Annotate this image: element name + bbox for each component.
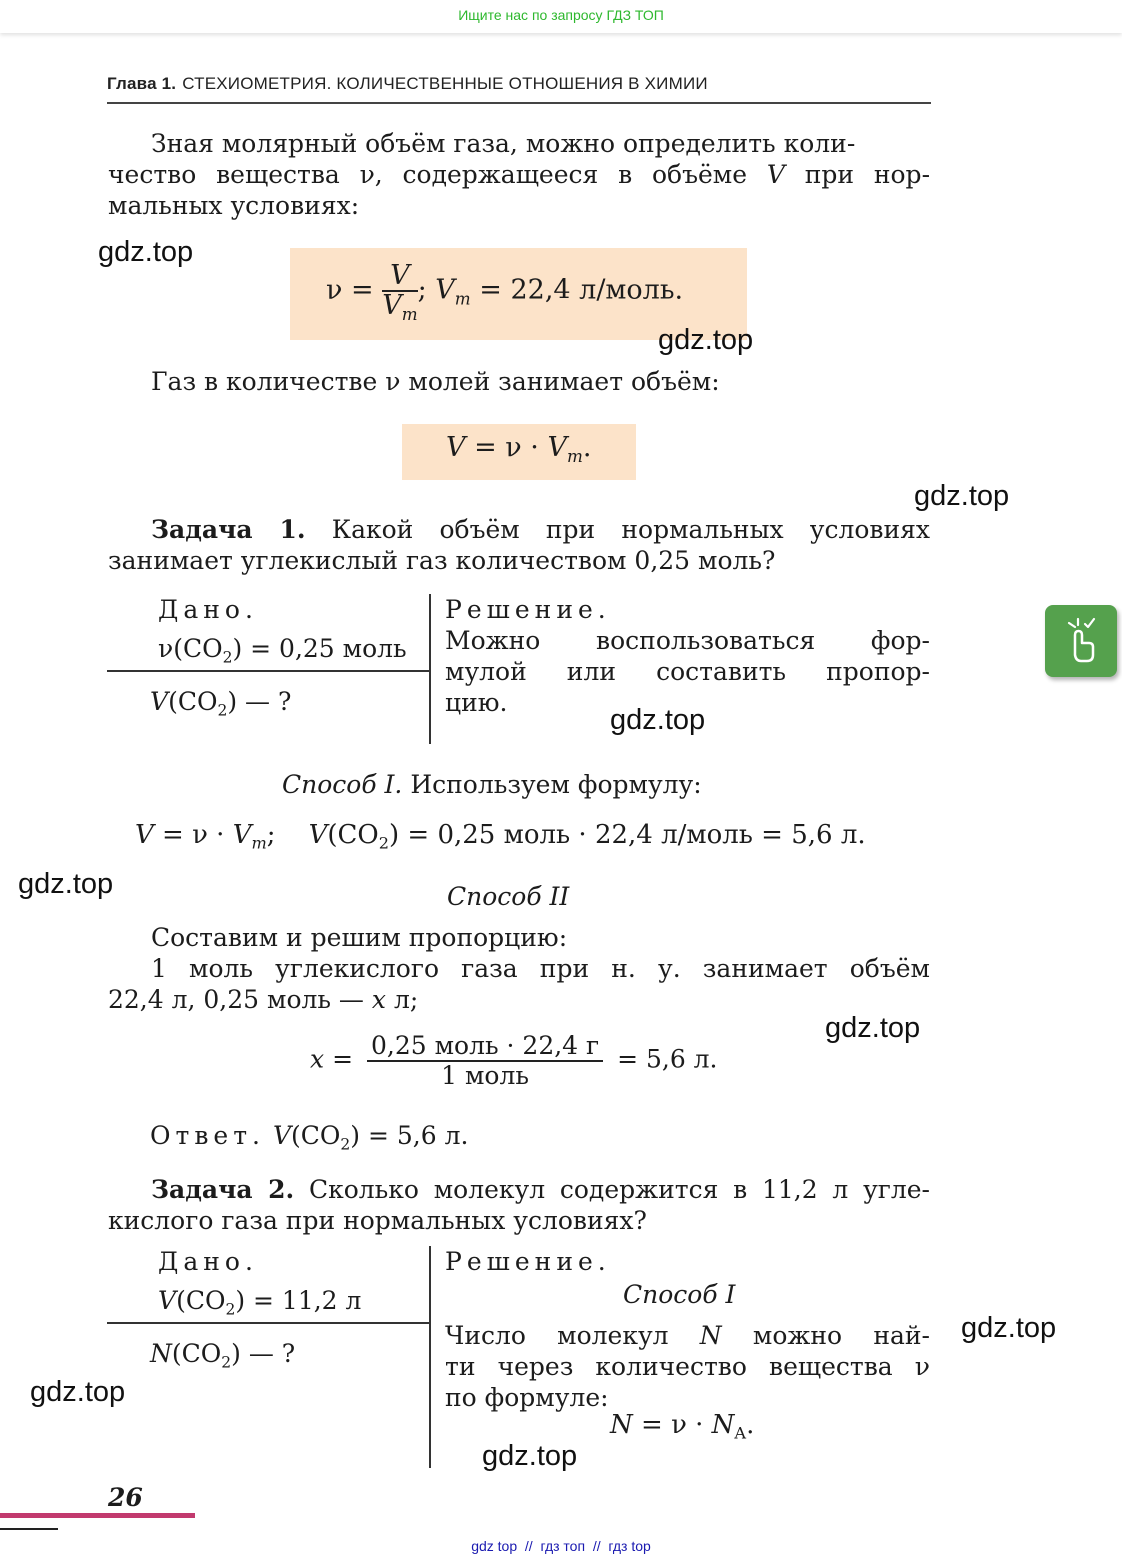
method-2-result: = 5,6 л.: [617, 1044, 718, 1074]
task-2-formula-na-sub: A: [734, 1423, 747, 1443]
task-2-method-title-text: Способ I: [623, 1280, 736, 1309]
formula2-vm-sub: m: [566, 445, 583, 466]
task-2-find-post: ) — ?: [231, 1339, 296, 1368]
chapter-title: СТЕХИОМЕТРИЯ. КОЛИЧЕСТВЕННЫЕ ОТНОШЕНИЯ В ХИМИИ: [182, 74, 708, 93]
footer-text[interactable]: gdz top // гдз топ // гдз top: [471, 1538, 651, 1554]
task-1-find: [150, 686, 292, 720]
task-1-solution-label: Решение.: [445, 595, 611, 624]
task-2-formula-var: N: [610, 1410, 633, 1440]
task-2-label: Задача 2.: [151, 1175, 295, 1204]
task-2-method-title: [623, 1279, 735, 1310]
method-1-formula-b-post: ) = 0,25 моль · 22,4 л/моль = 5,6 л.: [388, 820, 866, 850]
method-2-line-3-pre: 22,4 л, 0,25 моль —: [108, 985, 364, 1014]
task-2-given-sub: 2: [225, 1300, 236, 1319]
task-2-given-label: Дано.: [158, 1247, 258, 1276]
formula1-vm: V: [435, 274, 455, 306]
method-1-formula-b-var: V: [308, 820, 328, 850]
watermark: gdz.top: [825, 1012, 921, 1044]
method-2-denominator: 1 моль: [441, 1061, 529, 1090]
task-2-given-pre: (CO: [176, 1286, 226, 1315]
task-2-find-pre: (CO: [171, 1339, 222, 1368]
method-1-formula-a-end: ;: [266, 820, 276, 850]
method-2-text: [108, 922, 930, 1015]
page-decoration-black: [0, 1528, 58, 1530]
method-2-x-eq: =: [332, 1044, 354, 1074]
watermark: gdz.top: [30, 1376, 126, 1408]
formula2-eq: = ν ·: [474, 432, 548, 463]
answer-1-pre: (CO: [291, 1121, 341, 1150]
task-2-find-var: N: [150, 1339, 172, 1368]
task-1-label: Задача 1.: [151, 515, 306, 544]
task-2-hline: [107, 1322, 430, 1324]
intro-paragraph: [108, 128, 930, 221]
intro-var-v: V: [766, 160, 785, 189]
task-2-sol-line-1-post: можно най-: [752, 1321, 931, 1350]
formula2-end: .: [582, 432, 592, 463]
task-2-given-value: [158, 1285, 362, 1319]
method-2-line-1: Составим и решим пропорцию:: [151, 923, 568, 952]
tap-hint-button[interactable]: [1045, 605, 1117, 677]
answer-1-sub: 2: [340, 1135, 351, 1154]
task-1-given-pre: ν(CO: [158, 634, 223, 663]
method-1-title-rest: Используем формулу:: [410, 770, 702, 799]
task-1-sol-line-3: цию.: [445, 688, 508, 717]
answer-1-var: V: [272, 1121, 291, 1150]
page-number: 26: [108, 1483, 143, 1512]
task-1-find-var: V: [150, 687, 169, 716]
text-gas-volume: [108, 366, 930, 397]
task-2-solution-label: Решение.: [445, 1247, 611, 1276]
task-1-given-sub: 2: [222, 648, 233, 667]
formula-box-2: [402, 424, 636, 480]
task-2-vline: [429, 1246, 431, 1468]
method-2-title: [447, 881, 569, 912]
formula1-fraction: [382, 260, 418, 324]
top-banner: [0, 0, 1122, 33]
task-2-sol-line-2: ти через количество вещества ν: [445, 1352, 930, 1381]
task-1-vline: [429, 594, 431, 744]
intro-line-2: чество вещества ν, содержащееся в объёме: [108, 160, 748, 189]
task-1-find-pre: (CO: [168, 687, 218, 716]
method-1-formula: $V = \nu \cdot V_m$; $V(CO_2) = 0,25$ моль · 22,4 л/моль = 5,6 л.: [135, 820, 866, 853]
task-2-line-2: кислого газа при нормальных условиях?: [108, 1206, 647, 1235]
method-1-formula-b-sub: 2: [378, 833, 389, 853]
intro-line-1: Зная молярный объём газа, можно определить коли-: [151, 129, 856, 158]
method-2-line-3-var: x: [371, 985, 386, 1014]
task-2-given-var: V: [158, 1286, 177, 1315]
method-2-formula: [310, 1032, 718, 1090]
top-banner-text: Ищите нас по запросу ГДЗ ТОП: [458, 7, 664, 23]
method-2-title-text: Способ II: [447, 882, 570, 911]
method-2-line-3-end: л;: [393, 985, 419, 1014]
formula1-numerator: V: [390, 260, 410, 291]
method-2-line-2: 1 моль углекислого газа при н. у. занимает объём: [151, 954, 930, 983]
method-2-fraction: [367, 1032, 603, 1090]
task-2-formula: [610, 1410, 755, 1443]
watermark: gdz.top: [98, 236, 194, 268]
task-2-sol-line-3: по формуле:: [445, 1383, 609, 1412]
answer-1-post: ) = 5,6 л.: [350, 1121, 469, 1150]
intro-line-3: мальных условиях:: [108, 191, 360, 220]
task-2-formula-eq: = ν ·: [641, 1410, 712, 1440]
formula1-separator: ;: [417, 274, 427, 306]
task-1-find-post: ) — ?: [227, 687, 292, 716]
task-2-sol-line-1-pre: Число молекул: [445, 1321, 669, 1350]
task-2-find-sub: 2: [221, 1353, 232, 1372]
method-1-title-italic: Способ I.: [282, 770, 403, 799]
task-2-given-post: ) = 11,2 л: [235, 1286, 362, 1315]
task-2-statement: [108, 1174, 930, 1236]
chapter-header: [107, 74, 931, 104]
method-2-numerator: 0,25 моль · 22,4 г: [367, 1032, 603, 1062]
watermark: gdz.top: [961, 1312, 1057, 1344]
task-1-statement: [108, 514, 930, 576]
watermark: gdz.top: [18, 868, 114, 900]
text-gas-volume-line: Газ в количестве ν молей занимает объём:: [151, 367, 720, 396]
watermark: gdz.top: [914, 480, 1010, 512]
page-decoration-red: [0, 1513, 195, 1518]
task-1-find-sub: 2: [217, 701, 228, 720]
task-1-line-2: занимает углекислый газ количеством 0,25 моль?: [108, 546, 776, 575]
answer-1: [150, 1120, 469, 1154]
watermark: gdz.top: [610, 704, 706, 736]
task-2-formula-na: N: [711, 1410, 735, 1440]
task-2-sol-line-1-var: N: [699, 1321, 722, 1350]
task-1-sol-line-1: Можно воспользоваться фор-: [445, 626, 930, 655]
task-1-given-label: Дано.: [158, 595, 258, 624]
method-2-x-var: x: [310, 1044, 325, 1074]
method-1-formula-b-pre: (CO: [327, 820, 379, 850]
method-1-title: [282, 769, 702, 800]
footer-links: [0, 1538, 1122, 1554]
task-1-given-value: [158, 633, 407, 667]
watermark: gdz.top: [482, 1440, 578, 1472]
hand-pointer-icon: [1045, 605, 1117, 677]
watermark: gdz.top: [658, 324, 754, 356]
formula1-denominator: V: [382, 290, 402, 321]
formula2-vm: V: [547, 432, 567, 463]
chapter-number: Глава 1.: [107, 74, 177, 93]
task-2-find: [150, 1338, 296, 1372]
task-2-solution-text: [445, 1320, 930, 1413]
task-2-formula-end: .: [746, 1410, 755, 1440]
task-1-given-post: ) = 0,25 моль: [232, 634, 407, 663]
task-1-hline: [107, 670, 430, 672]
formula1-nu: ν =: [326, 274, 374, 306]
method-1-vm-sub: m: [251, 833, 267, 853]
formula1-value: = 22,4 л/моль.: [479, 274, 684, 306]
task-1-line-1: Какой объём при нормальных условиях: [331, 515, 930, 544]
formula2-v: V: [446, 432, 466, 463]
task-2-line-1: Сколько молекул содержится в 11,2 л угле-: [308, 1175, 930, 1204]
formula1-den-sub: m: [401, 303, 418, 324]
answer-1-label: Ответ.: [150, 1121, 265, 1150]
formula1-vm-sub: m: [454, 288, 471, 309]
intro-line-2-end: при нор-: [804, 160, 931, 189]
task-1-sol-line-2: мулой или составить пропор-: [445, 657, 930, 686]
